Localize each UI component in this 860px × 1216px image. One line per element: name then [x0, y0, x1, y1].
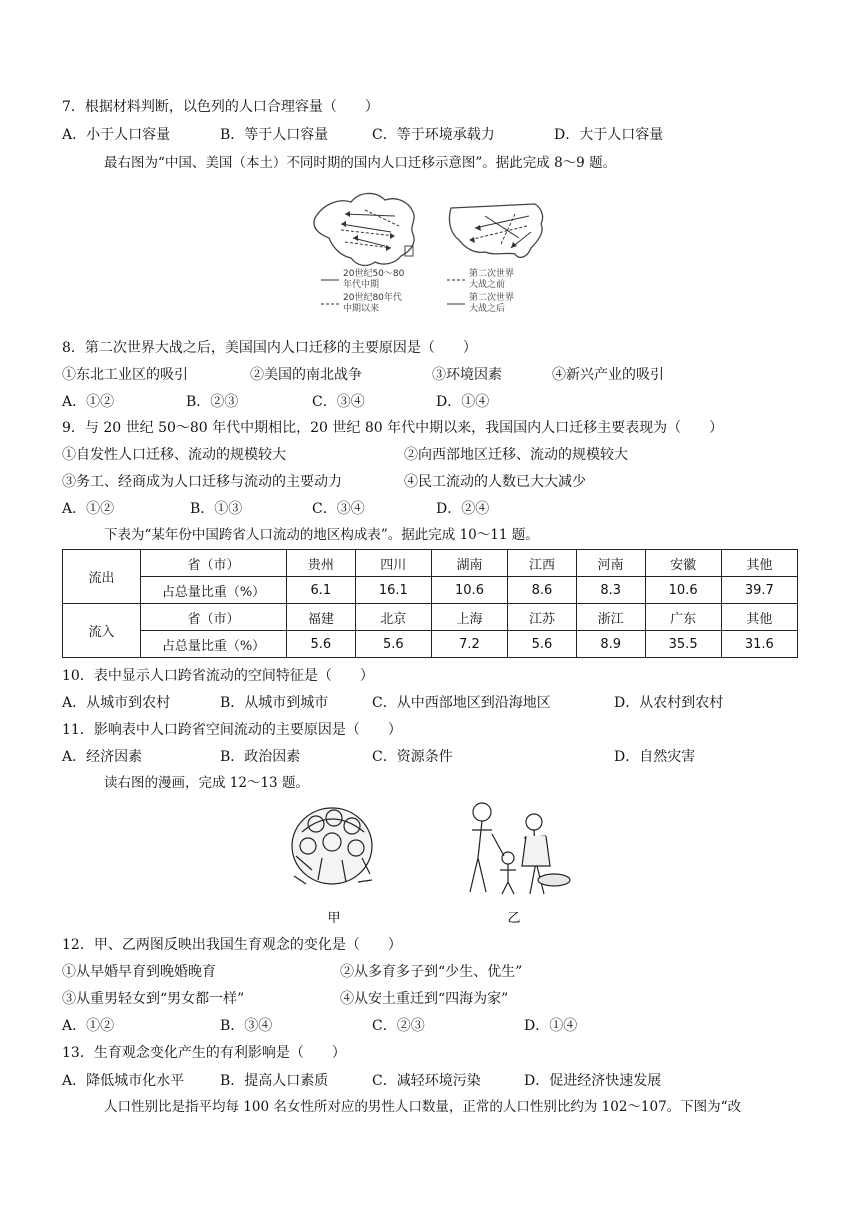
q10-option-d: D．从农村到农村: [614, 695, 724, 711]
q8-option-a: A．①②: [62, 394, 115, 410]
table-cell: 江苏: [508, 604, 577, 631]
table-cell: 贵州: [287, 550, 356, 577]
intro-8-9: 最右图为“中国、美国（本土）不同时期的国内人口迁移示意图”。据此完成 8～9 题。: [104, 155, 617, 171]
table-cell: 上海: [431, 604, 507, 631]
q11-option-d: D．自然灾害: [614, 749, 696, 765]
q8-item-2: ②美国的南北战争: [250, 367, 362, 383]
q12-option-d: D．①④: [524, 1018, 578, 1034]
q11-option-a: A．经济因素: [62, 749, 143, 765]
q11-stem: 11．影响表中人口跨省空间流动的主要原因是（ ）: [62, 722, 402, 738]
q9-item-4: ④民工流动的人数已大大减少: [404, 474, 586, 490]
table-cell: 10.6: [645, 577, 721, 604]
legend-china-1: 20世纪50～80: [343, 269, 405, 279]
table-cell: 5.6: [287, 631, 356, 658]
q12-item-4: ④从安土重迁到“四海为家”: [340, 991, 509, 1007]
table-cell: 8.3: [576, 577, 645, 604]
q8-option-b: B．②③: [186, 394, 239, 410]
q12-item-1: ①从早婚早育到晚婚晚育: [62, 964, 216, 980]
q8-item-3: ③环境因素: [432, 367, 502, 383]
migration-table: [62, 549, 798, 658]
us-map-outline: [449, 204, 542, 257]
table-row: [63, 550, 798, 577]
tail-paragraph: 人口性别比是指平均每 100 名女性所对应的男性人口数量，正常的人口性别比约为 102～107。下图为“改: [104, 1099, 742, 1115]
q7-option-a: A．小于人口容量: [62, 127, 171, 143]
table-cell: 其他: [721, 604, 797, 631]
share-label: 占总量比重（%）: [141, 577, 287, 604]
table-row: [63, 577, 798, 604]
q13-option-a: A．降低城市化水平: [62, 1073, 185, 1089]
legend-us-4: 大战之后: [469, 304, 506, 314]
table-cell: 四川: [355, 550, 431, 577]
cartoon-left-crowd: [292, 808, 372, 884]
share-label: 占总量比重（%）: [141, 631, 287, 658]
intro-10-11: 下表为“某年份中国跨省人口流动的地区构成表”。据此完成 10～11 题。: [104, 527, 539, 543]
q9-stem: 9．与 20 世纪 50～80 年代中期相比，20 世纪 80 年代中期以来，我国国内人口迁移主要表现为（ ）: [62, 420, 724, 436]
province-label: 省（市）: [141, 604, 287, 631]
q9-option-b: B．①③: [190, 501, 243, 517]
legend-china-2: 年代中期: [343, 280, 380, 290]
table-cell: 7.2: [431, 631, 507, 658]
q7-option-c: C．等于环境承载力: [372, 127, 495, 143]
table-cell: 湖南: [431, 550, 507, 577]
q9-item-2: ②向西部地区迁移、流动的规模较大: [404, 447, 628, 463]
q7-option-d: D．大于人口容量: [554, 127, 664, 143]
q12-item-3: ③从重男轻女到“男女都一样”: [62, 991, 245, 1007]
q8-item-4: ④新兴产业的吸引: [552, 367, 664, 383]
migration-map-figure: [305, 186, 555, 324]
q12-item-2: ②从多育多子到“少生、优生”: [340, 964, 523, 980]
legend-us-3: 第二次世界: [469, 293, 515, 303]
legend-us-2: 大战之前: [469, 280, 506, 290]
cartoon-figure: [282, 796, 582, 928]
table-cell: 安徽: [645, 550, 721, 577]
q13-option-b: B．提高人口素质: [220, 1073, 329, 1089]
out-label: 流出: [63, 550, 141, 604]
china-map-outline: [314, 193, 414, 265]
table-cell: 5.6: [508, 631, 577, 658]
table-cell: 10.6: [431, 577, 507, 604]
q10-option-c: C．从中西部地区到沿海地区: [372, 695, 551, 711]
table-cell: 39.7: [721, 577, 797, 604]
intro-12-13: 读右图的漫画，完成 12～13 题。: [104, 775, 309, 791]
table-cell: 广东: [645, 604, 721, 631]
q8-stem: 8．第二次世界大战之后，美国国内人口迁移的主要原因是（ ）: [62, 340, 477, 356]
q9-option-a: A．①②: [62, 501, 115, 517]
q8-option-d: D．①④: [436, 394, 490, 410]
table-row: [63, 631, 798, 658]
cartoon-label-left: 甲: [327, 911, 341, 926]
table-cell: 8.6: [508, 577, 577, 604]
legend-china-4: 中期以来: [343, 304, 380, 314]
table-row: [63, 604, 798, 631]
q9-option-c: C．③④: [312, 501, 365, 517]
table-cell: 江西: [508, 550, 577, 577]
q7-stem: 7．根据材料判断，以色列的人口合理容量（ ）: [62, 99, 379, 115]
in-label: 流入: [63, 604, 141, 658]
table-cell: 其他: [721, 550, 797, 577]
q11-option-b: B．政治因素: [220, 749, 301, 765]
legend-us-1: 第二次世界: [469, 269, 515, 279]
table-cell: 31.6: [721, 631, 797, 658]
q8-option-c: C．③④: [312, 394, 365, 410]
table-cell: 35.5: [645, 631, 721, 658]
q9-option-d: D．②④: [436, 501, 490, 517]
q8-item-1: ①东北工业区的吸引: [62, 367, 188, 383]
table-cell: 浙江: [576, 604, 645, 631]
province-label: 省（市）: [141, 550, 287, 577]
table-cell: 福建: [287, 604, 356, 631]
table-cell: 河南: [576, 550, 645, 577]
q9-item-3: ③务工、经商成为人口迁移与流动的主要动力: [62, 474, 342, 490]
q13-option-d: D．促进经济快速发展: [524, 1073, 662, 1089]
q13-option-c: C．减轻环境污染: [372, 1073, 481, 1089]
table-cell: 16.1: [355, 577, 431, 604]
table-cell: 北京: [355, 604, 431, 631]
q12-option-c: C．②③: [372, 1018, 425, 1034]
q10-option-b: B．从城市到城市: [220, 695, 329, 711]
q12-stem: 12．甲、乙两图反映出我国生育观念的变化是（ ）: [62, 937, 402, 953]
q7-option-b: B．等于人口容量: [220, 127, 329, 143]
q9-item-1: ①自发性人口迁移、流动的规模较大: [62, 447, 286, 463]
cartoon-right-family: [470, 803, 570, 894]
q10-option-a: A．从城市到农村: [62, 695, 171, 711]
table-cell: 6.1: [287, 577, 356, 604]
table-cell: 5.6: [355, 631, 431, 658]
table-cell: 8.9: [576, 631, 645, 658]
q10-stem: 10．表中显示人口跨省流动的空间特征是（ ）: [62, 668, 374, 684]
cartoon-label-right: 乙: [507, 911, 521, 926]
q13-stem: 13．生育观念变化产生的有利影响是（ ）: [62, 1045, 346, 1061]
q12-option-a: A．①②: [62, 1018, 115, 1034]
q12-option-b: B．③④: [220, 1018, 273, 1034]
q11-option-c: C．资源条件: [372, 749, 453, 765]
legend-china-3: 20世纪80年代: [343, 293, 402, 303]
